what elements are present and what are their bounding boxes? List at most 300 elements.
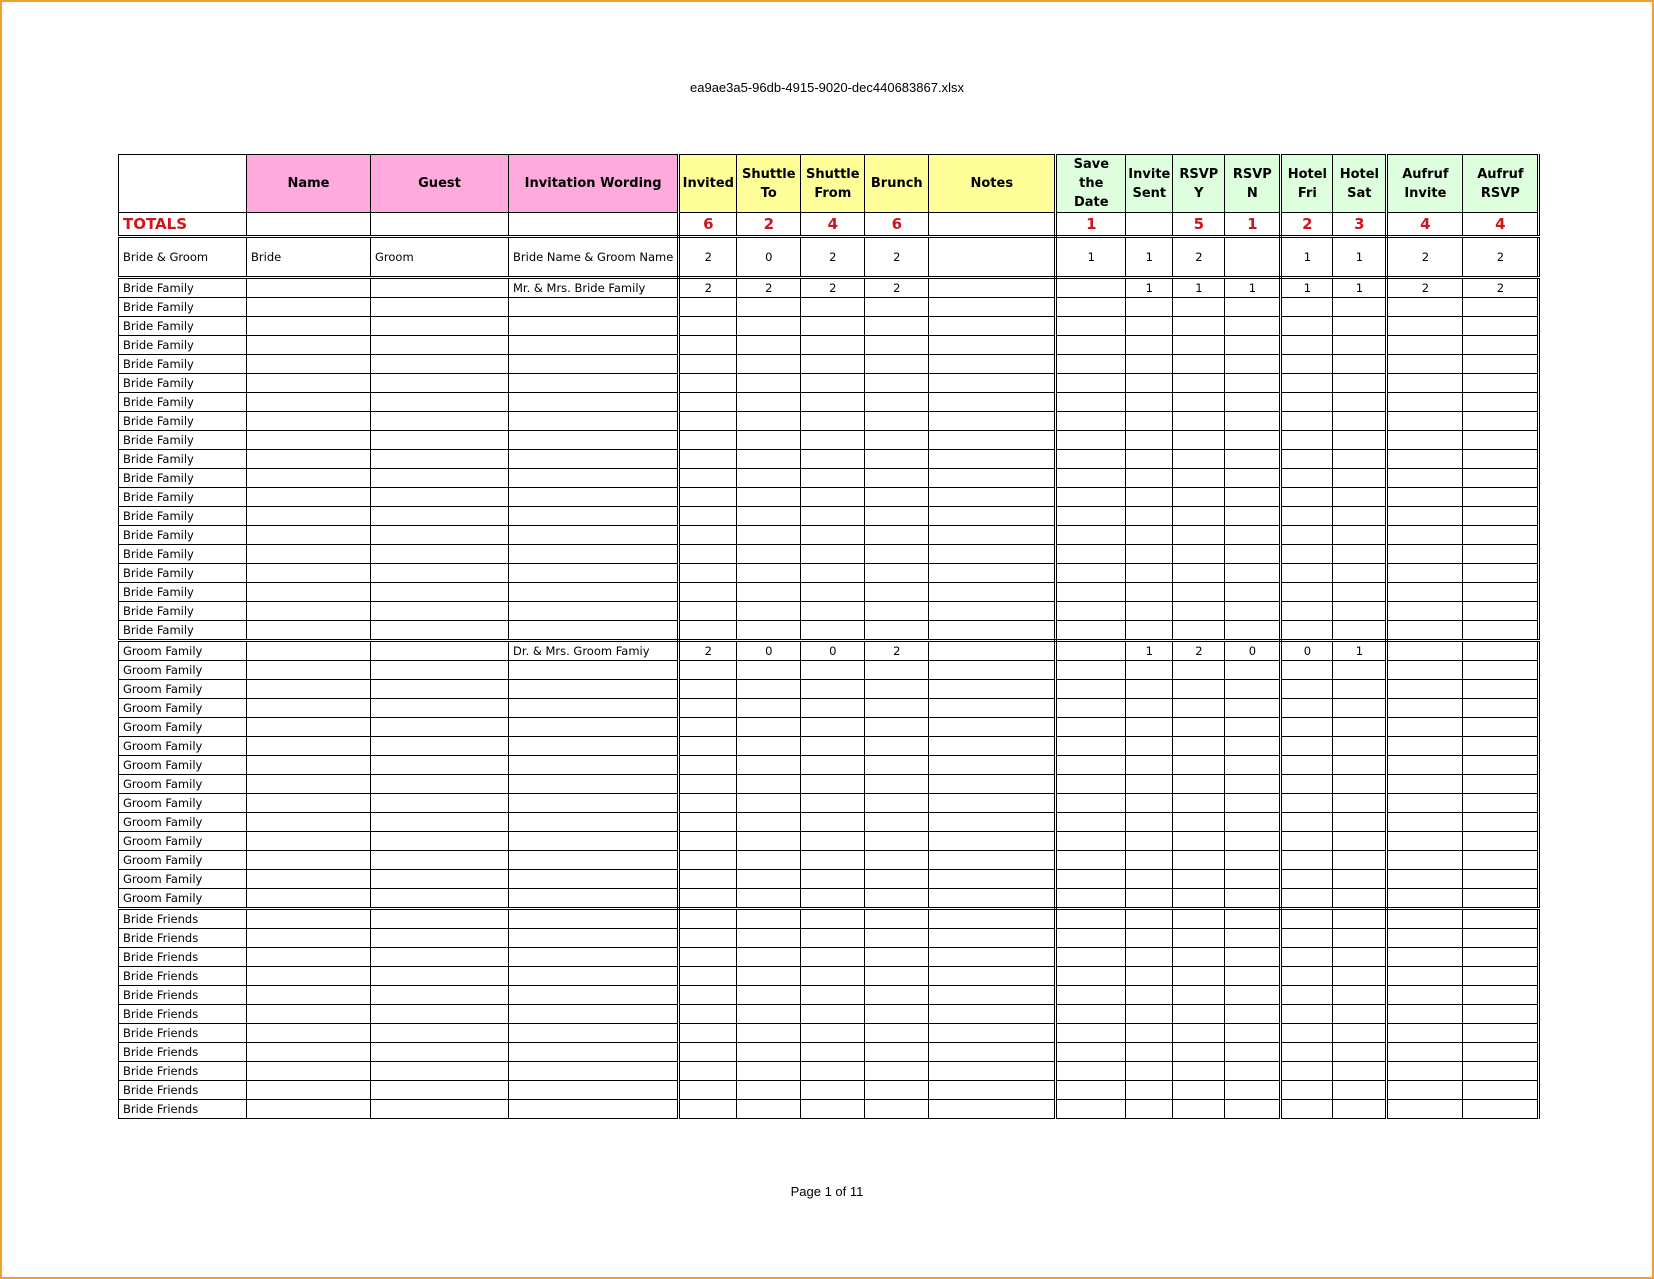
- cell-category[interactable]: Groom Family: [119, 889, 247, 909]
- cell-invited[interactable]: [679, 775, 737, 794]
- cell-shuttle-to[interactable]: [737, 317, 801, 336]
- cell-notes[interactable]: [929, 545, 1056, 564]
- cell-hotel-fri[interactable]: [1281, 488, 1333, 507]
- cell-brunch[interactable]: [865, 1005, 929, 1024]
- cell-brunch[interactable]: [865, 431, 929, 450]
- cell-notes[interactable]: [929, 393, 1056, 412]
- cell-save-the-date[interactable]: [1056, 374, 1126, 393]
- cell-category[interactable]: Bride Family: [119, 412, 247, 431]
- cell-aufruf-rsvp[interactable]: [1463, 775, 1539, 794]
- cell-aufruf-invite[interactable]: 4: [1387, 213, 1463, 237]
- cell-aufruf-rsvp[interactable]: [1463, 661, 1539, 680]
- cell-hotel-sat[interactable]: [1333, 775, 1387, 794]
- cell-save-the-date[interactable]: [1056, 737, 1126, 756]
- cell-shuttle-from[interactable]: [801, 374, 865, 393]
- cell-name[interactable]: [247, 298, 371, 317]
- cell-shuttle-from[interactable]: [801, 1043, 865, 1062]
- cell-save-the-date[interactable]: [1056, 889, 1126, 909]
- cell-save-the-date[interactable]: [1056, 602, 1126, 621]
- cell-notes[interactable]: [929, 794, 1056, 813]
- cell-invitation-wording[interactable]: [509, 909, 679, 929]
- cell-hotel-sat[interactable]: [1333, 488, 1387, 507]
- cell-rsvp-n[interactable]: [1225, 680, 1281, 699]
- cell-guest[interactable]: [371, 278, 509, 298]
- cell-invited[interactable]: [679, 1062, 737, 1081]
- cell-hotel-sat[interactable]: [1333, 1062, 1387, 1081]
- cell-shuttle-to[interactable]: [737, 621, 801, 641]
- cell-name[interactable]: [247, 564, 371, 583]
- cell-shuttle-from[interactable]: [801, 967, 865, 986]
- cell-hotel-sat[interactable]: [1333, 889, 1387, 909]
- cell-rsvp-n[interactable]: [1225, 1024, 1281, 1043]
- cell-shuttle-to[interactable]: [737, 929, 801, 948]
- cell-name[interactable]: [247, 1100, 371, 1119]
- cell-notes[interactable]: [929, 336, 1056, 355]
- cell-shuttle-from[interactable]: [801, 889, 865, 909]
- cell-save-the-date[interactable]: [1056, 526, 1126, 545]
- cell-notes[interactable]: [929, 564, 1056, 583]
- cell-brunch[interactable]: [865, 545, 929, 564]
- cell-rsvp-n[interactable]: [1225, 374, 1281, 393]
- cell-save-the-date[interactable]: [1056, 909, 1126, 929]
- cell-name[interactable]: [247, 1081, 371, 1100]
- cell-name[interactable]: [247, 412, 371, 431]
- cell-invited[interactable]: [679, 374, 737, 393]
- cell-brunch[interactable]: [865, 583, 929, 602]
- cell-guest[interactable]: [371, 507, 509, 526]
- cell-aufruf-rsvp[interactable]: [1463, 469, 1539, 488]
- cell-shuttle-from[interactable]: [801, 583, 865, 602]
- cell-shuttle-to[interactable]: [737, 469, 801, 488]
- cell-brunch[interactable]: [865, 889, 929, 909]
- cell-category[interactable]: Bride Friends: [119, 967, 247, 986]
- cell-aufruf-invite[interactable]: [1387, 718, 1463, 737]
- cell-shuttle-from[interactable]: [801, 737, 865, 756]
- cell-invite-sent[interactable]: [1126, 967, 1173, 986]
- cell-invitation-wording[interactable]: [509, 680, 679, 699]
- cell-guest[interactable]: [371, 621, 509, 641]
- cell-aufruf-invite[interactable]: [1387, 661, 1463, 680]
- cell-invite-sent[interactable]: [1126, 393, 1173, 412]
- cell-invite-sent[interactable]: [1126, 794, 1173, 813]
- cell-category[interactable]: Bride Family: [119, 393, 247, 412]
- cell-save-the-date[interactable]: 1: [1056, 213, 1126, 237]
- cell-invite-sent[interactable]: [1126, 775, 1173, 794]
- cell-category[interactable]: Bride Family: [119, 469, 247, 488]
- cell-brunch[interactable]: [865, 1100, 929, 1119]
- cell-save-the-date[interactable]: [1056, 450, 1126, 469]
- cell-invite-sent[interactable]: [1126, 756, 1173, 775]
- cell-name[interactable]: [247, 507, 371, 526]
- cell-notes[interactable]: [929, 775, 1056, 794]
- cell-name[interactable]: [247, 775, 371, 794]
- cell-invited[interactable]: [679, 1005, 737, 1024]
- cell-rsvp-n[interactable]: [1225, 1081, 1281, 1100]
- cell-shuttle-to[interactable]: [737, 488, 801, 507]
- cell-guest[interactable]: [371, 298, 509, 317]
- cell-shuttle-from[interactable]: [801, 526, 865, 545]
- cell-guest[interactable]: [371, 412, 509, 431]
- cell-notes[interactable]: [929, 929, 1056, 948]
- cell-guest[interactable]: [371, 813, 509, 832]
- cell-hotel-fri[interactable]: [1281, 794, 1333, 813]
- cell-shuttle-to[interactable]: [737, 583, 801, 602]
- cell-guest[interactable]: [371, 851, 509, 870]
- cell-shuttle-to[interactable]: [737, 1062, 801, 1081]
- cell-brunch[interactable]: [865, 488, 929, 507]
- cell-category[interactable]: Groom Family: [119, 756, 247, 775]
- cell-aufruf-rsvp[interactable]: [1463, 1043, 1539, 1062]
- cell-rsvp-n[interactable]: [1225, 756, 1281, 775]
- cell-guest[interactable]: [371, 336, 509, 355]
- cell-name[interactable]: [247, 526, 371, 545]
- cell-shuttle-to[interactable]: [737, 602, 801, 621]
- cell-hotel-sat[interactable]: [1333, 602, 1387, 621]
- cell-brunch[interactable]: [865, 851, 929, 870]
- cell-hotel-fri[interactable]: 1: [1281, 237, 1333, 278]
- cell-rsvp-n[interactable]: [1225, 412, 1281, 431]
- cell-save-the-date[interactable]: [1056, 507, 1126, 526]
- cell-invite-sent[interactable]: [1126, 412, 1173, 431]
- cell-category[interactable]: Bride Family: [119, 602, 247, 621]
- cell-rsvp-y[interactable]: 2: [1173, 641, 1225, 661]
- cell-brunch[interactable]: [865, 661, 929, 680]
- cell-aufruf-rsvp[interactable]: [1463, 813, 1539, 832]
- cell-hotel-sat[interactable]: [1333, 718, 1387, 737]
- cell-aufruf-invite[interactable]: [1387, 870, 1463, 889]
- cell-aufruf-rsvp[interactable]: [1463, 317, 1539, 336]
- cell-notes[interactable]: [929, 813, 1056, 832]
- cell-invitation-wording[interactable]: [509, 450, 679, 469]
- cell-shuttle-from[interactable]: [801, 298, 865, 317]
- cell-rsvp-n[interactable]: [1225, 564, 1281, 583]
- cell-aufruf-invite[interactable]: [1387, 967, 1463, 986]
- cell-aufruf-invite[interactable]: [1387, 699, 1463, 718]
- cell-rsvp-y[interactable]: [1173, 986, 1225, 1005]
- cell-aufruf-rsvp[interactable]: [1463, 680, 1539, 699]
- cell-invitation-wording[interactable]: [509, 602, 679, 621]
- cell-rsvp-y[interactable]: [1173, 967, 1225, 986]
- cell-invited[interactable]: [679, 507, 737, 526]
- cell-name[interactable]: [247, 488, 371, 507]
- cell-invited[interactable]: [679, 602, 737, 621]
- cell-invitation-wording[interactable]: [509, 213, 679, 237]
- cell-shuttle-to[interactable]: [737, 545, 801, 564]
- cell-guest[interactable]: [371, 374, 509, 393]
- cell-name[interactable]: [247, 794, 371, 813]
- cell-aufruf-rsvp[interactable]: [1463, 450, 1539, 469]
- cell-brunch[interactable]: [865, 602, 929, 621]
- cell-hotel-fri[interactable]: [1281, 967, 1333, 986]
- cell-rsvp-y[interactable]: [1173, 336, 1225, 355]
- cell-rsvp-y[interactable]: [1173, 545, 1225, 564]
- cell-notes[interactable]: [929, 278, 1056, 298]
- cell-guest[interactable]: [371, 967, 509, 986]
- cell-invited[interactable]: 2: [679, 641, 737, 661]
- cell-brunch[interactable]: 2: [865, 237, 929, 278]
- cell-invited[interactable]: [679, 909, 737, 929]
- cell-guest[interactable]: [371, 545, 509, 564]
- cell-aufruf-invite[interactable]: [1387, 602, 1463, 621]
- cell-save-the-date[interactable]: [1056, 794, 1126, 813]
- cell-invited[interactable]: [679, 680, 737, 699]
- cell-invited[interactable]: [679, 832, 737, 851]
- cell-guest[interactable]: [371, 794, 509, 813]
- cell-invitation-wording[interactable]: [509, 832, 679, 851]
- cell-shuttle-to[interactable]: [737, 431, 801, 450]
- cell-brunch[interactable]: 2: [865, 278, 929, 298]
- cell-invitation-wording[interactable]: [509, 317, 679, 336]
- cell-aufruf-rsvp[interactable]: 2: [1463, 278, 1539, 298]
- cell-invitation-wording[interactable]: [509, 355, 679, 374]
- cell-invited[interactable]: [679, 986, 737, 1005]
- cell-hotel-sat[interactable]: [1333, 469, 1387, 488]
- cell-rsvp-y[interactable]: [1173, 355, 1225, 374]
- cell-rsvp-y[interactable]: 1: [1173, 278, 1225, 298]
- cell-shuttle-to[interactable]: [737, 336, 801, 355]
- cell-brunch[interactable]: [865, 699, 929, 718]
- cell-hotel-sat[interactable]: [1333, 564, 1387, 583]
- cell-rsvp-n[interactable]: 0: [1225, 641, 1281, 661]
- cell-save-the-date[interactable]: [1056, 1100, 1126, 1119]
- cell-hotel-sat[interactable]: [1333, 393, 1387, 412]
- cell-aufruf-invite[interactable]: [1387, 507, 1463, 526]
- cell-rsvp-y[interactable]: [1173, 412, 1225, 431]
- cell-category[interactable]: Bride Family: [119, 526, 247, 545]
- cell-notes[interactable]: [929, 213, 1056, 237]
- cell-aufruf-invite[interactable]: [1387, 298, 1463, 317]
- cell-brunch[interactable]: [865, 870, 929, 889]
- cell-invite-sent[interactable]: [1126, 813, 1173, 832]
- cell-name[interactable]: [247, 929, 371, 948]
- cell-guest[interactable]: [371, 986, 509, 1005]
- cell-aufruf-invite[interactable]: 2: [1387, 237, 1463, 278]
- cell-invited[interactable]: [679, 813, 737, 832]
- cell-guest[interactable]: [371, 661, 509, 680]
- cell-notes[interactable]: [929, 699, 1056, 718]
- cell-notes[interactable]: [929, 1081, 1056, 1100]
- cell-hotel-sat[interactable]: [1333, 699, 1387, 718]
- cell-aufruf-invite[interactable]: [1387, 545, 1463, 564]
- cell-aufruf-invite[interactable]: [1387, 986, 1463, 1005]
- cell-rsvp-y[interactable]: [1173, 507, 1225, 526]
- cell-aufruf-invite[interactable]: [1387, 393, 1463, 412]
- cell-hotel-sat[interactable]: [1333, 929, 1387, 948]
- cell-aufruf-rsvp[interactable]: [1463, 967, 1539, 986]
- cell-hotel-sat[interactable]: [1333, 374, 1387, 393]
- cell-save-the-date[interactable]: [1056, 718, 1126, 737]
- cell-save-the-date[interactable]: [1056, 851, 1126, 870]
- cell-guest[interactable]: [371, 450, 509, 469]
- cell-rsvp-y[interactable]: [1173, 298, 1225, 317]
- cell-aufruf-invite[interactable]: [1387, 621, 1463, 641]
- cell-shuttle-from[interactable]: [801, 1081, 865, 1100]
- cell-invite-sent[interactable]: [1126, 583, 1173, 602]
- cell-hotel-sat[interactable]: [1333, 813, 1387, 832]
- cell-notes[interactable]: [929, 718, 1056, 737]
- cell-invited[interactable]: [679, 1100, 737, 1119]
- cell-aufruf-rsvp[interactable]: [1463, 641, 1539, 661]
- cell-shuttle-from[interactable]: [801, 909, 865, 929]
- cell-hotel-sat[interactable]: [1333, 851, 1387, 870]
- cell-category[interactable]: Groom Family: [119, 641, 247, 661]
- cell-hotel-fri[interactable]: [1281, 545, 1333, 564]
- cell-category[interactable]: Bride Family: [119, 374, 247, 393]
- cell-invite-sent[interactable]: [1126, 336, 1173, 355]
- cell-invitation-wording[interactable]: [509, 813, 679, 832]
- cell-rsvp-y[interactable]: [1173, 602, 1225, 621]
- cell-rsvp-y[interactable]: [1173, 889, 1225, 909]
- cell-save-the-date[interactable]: [1056, 431, 1126, 450]
- cell-aufruf-invite[interactable]: 2: [1387, 278, 1463, 298]
- cell-invitation-wording[interactable]: [509, 1005, 679, 1024]
- cell-guest[interactable]: [371, 718, 509, 737]
- cell-name[interactable]: [247, 661, 371, 680]
- cell-invite-sent[interactable]: [1126, 870, 1173, 889]
- cell-shuttle-from[interactable]: 2: [801, 237, 865, 278]
- cell-rsvp-n[interactable]: [1225, 813, 1281, 832]
- cell-brunch[interactable]: [865, 526, 929, 545]
- cell-category[interactable]: Bride Family: [119, 545, 247, 564]
- cell-shuttle-from[interactable]: [801, 756, 865, 775]
- cell-brunch[interactable]: [865, 986, 929, 1005]
- cell-invitation-wording[interactable]: [509, 718, 679, 737]
- cell-shuttle-to[interactable]: 2: [737, 213, 801, 237]
- cell-invited[interactable]: [679, 1081, 737, 1100]
- cell-hotel-sat[interactable]: 3: [1333, 213, 1387, 237]
- cell-notes[interactable]: [929, 450, 1056, 469]
- cell-category[interactable]: Bride Friends: [119, 1024, 247, 1043]
- cell-rsvp-n[interactable]: [1225, 929, 1281, 948]
- cell-rsvp-y[interactable]: [1173, 621, 1225, 641]
- cell-invite-sent[interactable]: [1126, 832, 1173, 851]
- cell-invite-sent[interactable]: [1126, 602, 1173, 621]
- cell-invite-sent[interactable]: [1126, 526, 1173, 545]
- cell-save-the-date[interactable]: [1056, 775, 1126, 794]
- cell-shuttle-from[interactable]: [801, 870, 865, 889]
- cell-brunch[interactable]: 2: [865, 641, 929, 661]
- cell-aufruf-invite[interactable]: [1387, 450, 1463, 469]
- cell-name[interactable]: [247, 948, 371, 967]
- cell-hotel-fri[interactable]: [1281, 355, 1333, 374]
- cell-category[interactable]: Bride & Groom: [119, 237, 247, 278]
- cell-invitation-wording[interactable]: [509, 967, 679, 986]
- cell-notes[interactable]: [929, 431, 1056, 450]
- cell-brunch[interactable]: [865, 374, 929, 393]
- cell-hotel-sat[interactable]: [1333, 450, 1387, 469]
- cell-hotel-fri[interactable]: [1281, 737, 1333, 756]
- cell-guest[interactable]: [371, 1043, 509, 1062]
- cell-category[interactable]: Groom Family: [119, 851, 247, 870]
- cell-hotel-sat[interactable]: [1333, 507, 1387, 526]
- cell-notes[interactable]: [929, 355, 1056, 374]
- cell-name[interactable]: [247, 317, 371, 336]
- cell-rsvp-n[interactable]: [1225, 507, 1281, 526]
- cell-brunch[interactable]: [865, 355, 929, 374]
- cell-rsvp-n[interactable]: 1: [1225, 213, 1281, 237]
- cell-invitation-wording[interactable]: [509, 775, 679, 794]
- cell-hotel-fri[interactable]: [1281, 851, 1333, 870]
- cell-hotel-fri[interactable]: [1281, 564, 1333, 583]
- cell-hotel-sat[interactable]: [1333, 1024, 1387, 1043]
- cell-aufruf-invite[interactable]: [1387, 317, 1463, 336]
- cell-notes[interactable]: [929, 583, 1056, 602]
- cell-rsvp-y[interactable]: [1173, 469, 1225, 488]
- cell-notes[interactable]: [929, 832, 1056, 851]
- cell-invite-sent[interactable]: [1126, 450, 1173, 469]
- cell-name[interactable]: [247, 213, 371, 237]
- cell-name[interactable]: [247, 699, 371, 718]
- cell-category[interactable]: Bride Family: [119, 317, 247, 336]
- cell-guest[interactable]: [371, 832, 509, 851]
- cell-notes[interactable]: [929, 602, 1056, 621]
- cell-notes[interactable]: [929, 889, 1056, 909]
- cell-name[interactable]: [247, 602, 371, 621]
- cell-guest[interactable]: [371, 699, 509, 718]
- cell-brunch[interactable]: [865, 469, 929, 488]
- cell-rsvp-n[interactable]: [1225, 488, 1281, 507]
- cell-save-the-date[interactable]: [1056, 317, 1126, 336]
- cell-invite-sent[interactable]: [1126, 621, 1173, 641]
- cell-invite-sent[interactable]: [1126, 889, 1173, 909]
- cell-invitation-wording[interactable]: [509, 986, 679, 1005]
- cell-shuttle-from[interactable]: 0: [801, 641, 865, 661]
- cell-guest[interactable]: [371, 1005, 509, 1024]
- cell-hotel-sat[interactable]: [1333, 526, 1387, 545]
- cell-invited[interactable]: 2: [679, 237, 737, 278]
- cell-hotel-sat[interactable]: [1333, 967, 1387, 986]
- cell-hotel-fri[interactable]: [1281, 909, 1333, 929]
- cell-shuttle-to[interactable]: 2: [737, 278, 801, 298]
- cell-invitation-wording[interactable]: [509, 298, 679, 317]
- cell-aufruf-rsvp[interactable]: [1463, 431, 1539, 450]
- cell-rsvp-n[interactable]: [1225, 602, 1281, 621]
- cell-rsvp-y[interactable]: [1173, 1100, 1225, 1119]
- cell-shuttle-from[interactable]: [801, 699, 865, 718]
- cell-invite-sent[interactable]: [1126, 1062, 1173, 1081]
- cell-category[interactable]: Bride Family: [119, 278, 247, 298]
- cell-shuttle-to[interactable]: [737, 526, 801, 545]
- cell-shuttle-to[interactable]: [737, 986, 801, 1005]
- cell-brunch[interactable]: [865, 680, 929, 699]
- cell-brunch[interactable]: [865, 393, 929, 412]
- cell-aufruf-invite[interactable]: [1387, 889, 1463, 909]
- cell-invitation-wording[interactable]: [509, 336, 679, 355]
- cell-invitation-wording[interactable]: [509, 1081, 679, 1100]
- cell-invitation-wording[interactable]: [509, 889, 679, 909]
- cell-notes[interactable]: [929, 641, 1056, 661]
- cell-guest[interactable]: [371, 469, 509, 488]
- cell-rsvp-n[interactable]: [1225, 1100, 1281, 1119]
- cell-hotel-fri[interactable]: [1281, 832, 1333, 851]
- cell-hotel-fri[interactable]: [1281, 621, 1333, 641]
- cell-notes[interactable]: [929, 1100, 1056, 1119]
- cell-aufruf-rsvp[interactable]: [1463, 526, 1539, 545]
- cell-hotel-sat[interactable]: [1333, 986, 1387, 1005]
- cell-name[interactable]: [247, 374, 371, 393]
- cell-invite-sent[interactable]: [1126, 564, 1173, 583]
- cell-hotel-fri[interactable]: [1281, 870, 1333, 889]
- cell-name[interactable]: [247, 641, 371, 661]
- cell-invited[interactable]: [679, 336, 737, 355]
- cell-category[interactable]: Bride Friends: [119, 986, 247, 1005]
- cell-notes[interactable]: [929, 756, 1056, 775]
- cell-brunch[interactable]: [865, 1024, 929, 1043]
- cell-notes[interactable]: [929, 317, 1056, 336]
- cell-shuttle-to[interactable]: [737, 1100, 801, 1119]
- cell-rsvp-n[interactable]: [1225, 948, 1281, 967]
- cell-aufruf-rsvp[interactable]: 4: [1463, 213, 1539, 237]
